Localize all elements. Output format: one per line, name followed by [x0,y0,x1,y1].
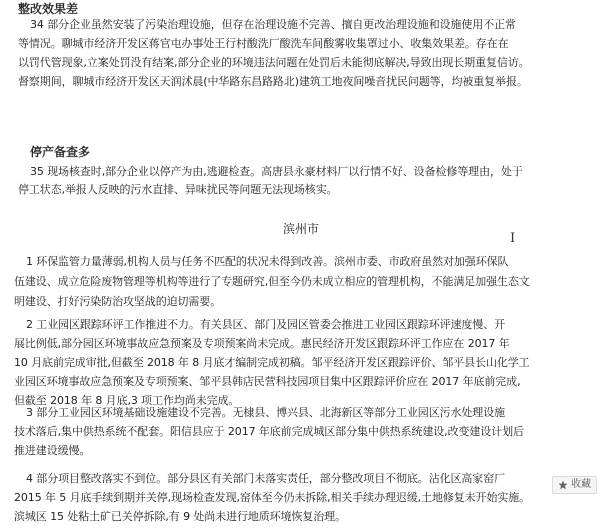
paragraph-line: 35 现场核查时,部分企业以停产为由,逃避检查。高唐县永豪材料厂以行情不好、设备检修等理由，处于 [30,165,523,178]
paragraph-line: 停工状态,举报人反映的污水直排、异味扰民等问题无法现场核实。 [18,183,338,196]
paragraph-line: 展比例低,部分园区环境事故应急预案及专项预案尚未完成。惠民经济开发区跟踪环评工作应在 2017 年 [14,337,510,350]
paragraph-line: 督察期间，聊城市经济开发区天润沭晨(中华路东昌路路北)建筑工地夜间噪音扰民问题等，均被重复举报。 [18,75,528,88]
paragraph-line: 2 工业园区跟踪环评工作推进不力。有关县区、部门及园区管委会推进工业园区跟踪环评速度慢、开 [26,318,505,331]
favorite-label: 收藏 [571,479,591,490]
paragraph-line: 业园区环境事故应急预案及专项预案、邹平县韩店民营科技园项目集中区跟踪评价应在 2017 年底前完成, [14,375,521,388]
paragraph-line: 2015 年 5 月底手续到期并关停,现场检查发现,窑体至今仍未拆除,相关手续办理迟缓,土地修复未开始实施。 [14,491,531,504]
city-title: 滨州市 [283,222,320,236]
section-heading-shutdown-pending: 停产备查多 [30,145,91,159]
paragraph-line: 10 月底前完成审批,但截至 2018 年 8 月底才编制完成初稿。邹平经济开发区跟踪评价、邹平县长山化学工 [14,356,530,369]
paragraph-line: 4 部分项目整改落实不到位。部分县区有关部门未落实责任，部分整改项目不彻底。沾化区高家窑厂 [26,472,505,485]
section-heading-poor-rectification: 整改效果差 [18,2,79,16]
paragraph-line: 明建设、打好污染防治攻坚战的迫切需要。 [14,295,222,308]
paragraph-line: 34 部分企业虽然安装了污染治理设施，但存在治理设施不完善、擅自更改治理设施和设施使用不正常 [30,18,516,31]
star-icon [558,480,568,490]
paragraph-line: 3 部分工业园区环境基础设施建设不完善。无棣县、博兴县、北海新区等部分工业园区污水处理设施 [26,406,505,419]
paragraph-line: 等情况。聊城市经济开发区蒋官屯办事处王行村酸洗厂酸洗车间酸雾收集罩过小、收集效果差。存在在 [18,37,509,50]
favorite-button[interactable] [552,476,597,494]
paragraph-line: 以罚代管现象,立案处罚没有结案,部分企业的环境违法问题在处罚后未能彻底解决,导致出现长期重复信访。 [18,56,530,69]
paragraph-line: 技术落后,集中供热系统不配套。阳信县应于 2017 年底前完成城区部分集中供热系统建设,改变建设计划后 [14,425,524,438]
paragraph-line: 伍建设、成立危险废物管理等机构等进行了专题研究,但至今仍未成立相应的管理机构，不能满足加强生态文 [14,275,530,288]
paragraph-line: 滨城区 15 处粘土矿已关停拆除,有 9 处尚未进行地质环境恢复治理。 [14,510,346,523]
text-cursor-icon: I [510,231,516,246]
paragraph-line: 推进建设缓慢。 [14,444,91,457]
paragraph-line: 1 环保监管力量薄弱,机构人员与任务不匹配的状况未得到改善。滨州市委、市政府虽然对加强环保队 [26,255,509,268]
paragraph-line: 但截至 2018 年 8 月底,3 项工作均尚未完成。 [14,394,240,407]
